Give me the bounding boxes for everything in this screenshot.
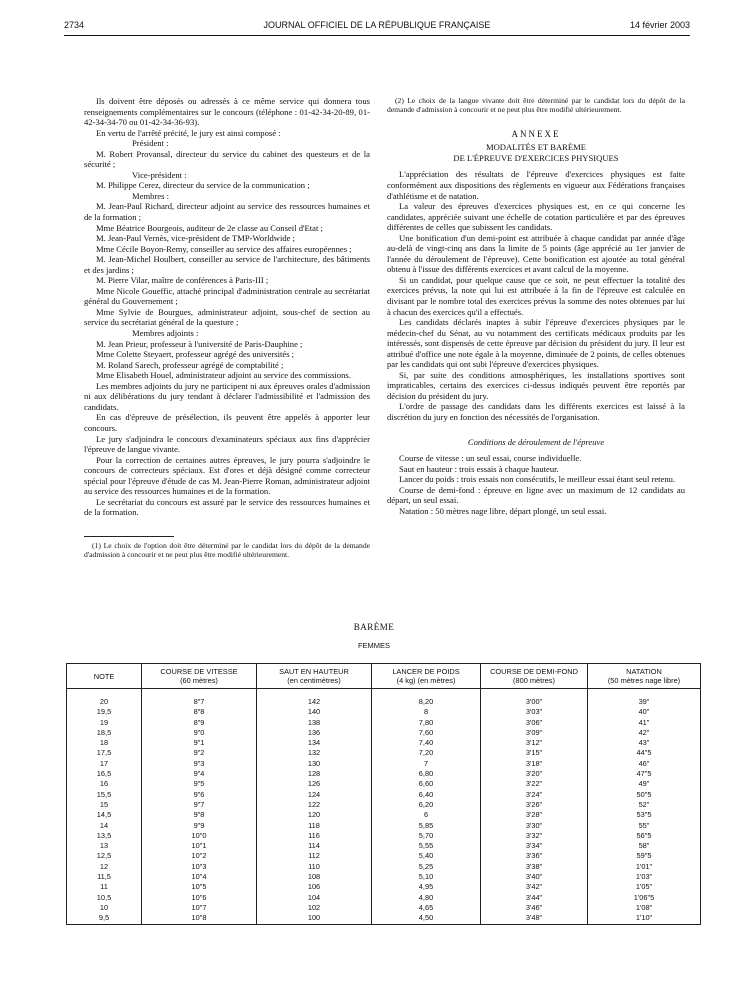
condition: Course de demi-fond : épreuve en ligne avec un maximum de 12 candidats au départ, un seul essai. [387, 484, 685, 506]
cell-poids: 5,40 [372, 851, 481, 861]
cell-hauteur: 130 [257, 759, 372, 769]
paragraph: Le jury s'adjoindra le concours d'examinateurs spéciaux aux fins d'apprécier l'épreuve de langue vivante. [84, 433, 370, 455]
cell-note: 13,5 [67, 831, 142, 841]
cell-demi-fond: 3'26" [481, 800, 588, 810]
paragraph: En vertu de l'arrêté précité, le jury est ainsi composé : [96, 127, 281, 138]
paragraph: Ils doivent être déposés ou adressés à ce même service qui donnera tous renseignements complémentaires sur le concours (téléphone : 01-42-34-20-89, 01-42-34-34-70 ou 01-42-34-36-93). [84, 96, 370, 128]
cell-natation: 41" [588, 718, 701, 728]
cell-hauteur: 120 [257, 810, 372, 820]
table-row [67, 851, 701, 861]
cell-hauteur: 132 [257, 748, 372, 758]
cell-note: 14,5 [67, 810, 142, 820]
table-row [67, 821, 701, 831]
left-column [84, 96, 370, 560]
column-header-demi-fond: COURSE DE DEMI-FOND (800 mètres) [481, 664, 588, 689]
cell-vitesse: 8"8 [142, 707, 257, 717]
page-number: 2734 [64, 20, 85, 30]
cell-poids: 4,80 [372, 893, 481, 903]
cell-natation: 39" [588, 697, 701, 707]
cell-note: 10,5 [67, 893, 142, 903]
cell-demi-fond: 3'46" [481, 903, 588, 913]
member-adjoint: M. Jean Prieur, professeur à l'université de Paris-Dauphine ; [96, 338, 303, 349]
cell-demi-fond: 3'32" [481, 831, 588, 841]
bareme-table-wrapper [66, 663, 701, 925]
paragraph: Les candidats déclarés inaptes à subir l'épreuve d'exercices physiques par le médecin-chef du Sénat, au vu notamment des certificats médicaux produits par les intéressés, sont dispensés de cette épreuve par décision du président du jury. Il leur est attribué d'office une note égale à la moyenne, diminuée de 2 points, de celles obtenues par les candidats qui ont subi l'épreuve d'exercices physiques. [387, 317, 685, 370]
cell-poids: 5,10 [372, 872, 481, 882]
cell-vitesse: 8"7 [142, 697, 257, 707]
table-row [67, 872, 701, 882]
member-adjoint: M. Roland Sarech, professeur agrégé de comptabilité ; [96, 359, 284, 370]
cell-poids: 6 [372, 810, 481, 820]
cell-vitesse: 9"0 [142, 728, 257, 738]
cell-natation: 50"5 [588, 790, 701, 800]
cell-note: 12,5 [67, 851, 142, 861]
cell-demi-fond: 3'40" [481, 872, 588, 882]
cell-poids: 5,25 [372, 862, 481, 872]
cell-natation: 53"5 [588, 810, 701, 820]
member-adjoint: Mme Elisabeth Houel, administrateur adjoint au service des commissions. [96, 370, 351, 381]
cell-natation: 55" [588, 821, 701, 831]
column-header-poids: LANCER DE POIDS (4 kg) (en mètres) [372, 664, 481, 689]
member: Mme Cécile Boyon-Remy, conseiller au service des affaires européennes ; [96, 243, 352, 254]
cell-hauteur: 112 [257, 851, 372, 861]
cell-note: 20 [67, 697, 142, 707]
cell-hauteur: 124 [257, 790, 372, 800]
cell-demi-fond: 3'09" [481, 728, 588, 738]
cell-note: 10 [67, 903, 142, 913]
cell-note: 16 [67, 779, 142, 789]
member: Mme Sylvie de Bourgues, administrateur adjoint, sous-chef de section au service du secrétariat général de la questure ; [84, 306, 370, 328]
cell-vitesse: 9"3 [142, 759, 257, 769]
condition: Saut en hauteur : trois essais à chaque hauteur. [399, 463, 559, 474]
cell-vitesse: 9"7 [142, 800, 257, 810]
cell-vitesse: 9"4 [142, 769, 257, 779]
cell-poids: 4,65 [372, 903, 481, 913]
right-column [387, 96, 685, 516]
cell-vitesse: 10"3 [142, 862, 257, 872]
table-spacer [67, 689, 701, 698]
table-row [67, 882, 701, 892]
cell-poids: 4,50 [372, 913, 481, 924]
cell-hauteur: 134 [257, 738, 372, 748]
cell-demi-fond: 3'20" [481, 769, 588, 779]
cell-poids: 6,80 [372, 769, 481, 779]
cell-note: 9,5 [67, 913, 142, 924]
cell-note: 17,5 [67, 748, 142, 758]
member: M. Jean-Paul Vernès, vice-président de TMP-Worldwide ; [96, 233, 295, 244]
cell-demi-fond: 3'30" [481, 821, 588, 831]
cell-poids: 7 [372, 759, 481, 769]
table-row [67, 800, 701, 810]
cell-poids: 5,70 [372, 831, 481, 841]
column-header-hauteur: SAUT EN HAUTEUR (en centimètres) [257, 664, 372, 689]
member: M. Jean-Michel Houlbert, conseiller au service de l'architecture, des bâtiments et des jardins ; [84, 254, 370, 275]
cell-hauteur: 122 [257, 800, 372, 810]
cell-demi-fond: 3'22" [481, 779, 588, 789]
table-row [67, 831, 701, 841]
paragraph: Si, par suite des conditions atmosphériques, les installations sportives sont impraticables, certains des exercices ci-dessus indiqués peuvent être reportés par décision du président du jury. [387, 369, 685, 401]
cell-vitesse: 9"2 [142, 748, 257, 758]
cell-vitesse: 10"6 [142, 893, 257, 903]
cell-natation: 1'10" [588, 913, 701, 924]
table-row [67, 862, 701, 872]
annex-heading: ANNEXE [511, 128, 561, 139]
cell-hauteur: 118 [257, 821, 372, 831]
cell-hauteur: 126 [257, 779, 372, 789]
footnote: (1) Le choix de l'option doit être déterminé par le candidat lors du dépôt de la demande d'admission à concourir et ne peut plus être modifié ultérieurement. [84, 540, 370, 560]
paragraph: L'appréciation des résultats de l'épreuve d'exercices physiques est faite conformément aux dispositions des règlements en vigueur aux Fédérations françaises d'athlétisme et de natation. [387, 169, 685, 201]
table-row [67, 790, 701, 800]
footnote-rule [84, 536, 174, 537]
cell-hauteur: 128 [257, 769, 372, 779]
cell-note: 16,5 [67, 769, 142, 779]
table-row [67, 810, 701, 820]
cell-natation: 59"5 [588, 851, 701, 861]
table-row [67, 748, 701, 758]
condition: Natation : 50 mètres nage libre, départ plongé, un seul essai. [399, 505, 607, 516]
table-row [67, 893, 701, 903]
column-header-vitesse: COURSE DE VITESSE (60 mètres) [142, 664, 257, 689]
condition: Lancer du poids : trois essais non consécutifs, le meilleur essai étant seul retenu. [399, 474, 676, 485]
cell-note: 15 [67, 800, 142, 810]
cell-natation: 1'08" [588, 903, 701, 913]
cell-poids: 8,20 [372, 697, 481, 707]
paragraph: Les membres adjoints du jury ne participent ni aux épreuves orales d'admission ni aux délibérations du jury tendant à déclarer l'admissibilité et l'admission des candidats. [84, 380, 370, 412]
paragraph: La valeur des épreuves d'exercices physiques est, en ce qui concerne les candidates, appréciée suivant une échelle de cotation particulière et par des épreuves différentes de celles que subissent les candidats. [387, 201, 685, 233]
cell-hauteur: 140 [257, 707, 372, 717]
cell-note: 18 [67, 738, 142, 748]
cell-poids: 7,60 [372, 728, 481, 738]
cell-hauteur: 110 [257, 862, 372, 872]
footnote: (2) Le choix de la langue vivante doit être déterminé par le candidat lors du dépôt de la demande d'admission à concourir et ne peut plus être modifié ultérieurement. [387, 96, 685, 115]
table-row [67, 707, 701, 717]
cell-poids: 7,40 [372, 738, 481, 748]
cell-demi-fond: 3'44" [481, 893, 588, 903]
table-row [67, 913, 701, 924]
cell-hauteur: 136 [257, 728, 372, 738]
cell-hauteur: 102 [257, 903, 372, 913]
cell-natation: 58" [588, 841, 701, 851]
cell-natation: 1'05" [588, 882, 701, 892]
cell-demi-fond: 3'06" [481, 718, 588, 728]
cell-poids: 7,80 [372, 718, 481, 728]
table-row [67, 728, 701, 738]
cell-demi-fond: 3'03" [481, 707, 588, 717]
member: M. Jean-Paul Richard, directeur adjoint au service des ressources humaines et de la formation ; [84, 201, 370, 223]
table-row [67, 718, 701, 728]
vice-president-label: Vice-président : [132, 169, 187, 180]
annex-title: DE L'ÉPREUVE D'EXERCICES PHYSIQUES [453, 152, 619, 163]
cell-hauteur: 100 [257, 913, 372, 924]
cell-demi-fond: 3'48" [481, 913, 588, 924]
cell-vitesse: 10"7 [142, 903, 257, 913]
conditions-heading: Conditions de déroulement de l'épreuve [467, 436, 605, 447]
cell-vitesse: 10"5 [142, 882, 257, 892]
cell-poids: 4,95 [372, 882, 481, 892]
membres-label: Membres : [132, 190, 169, 201]
cell-natation: 1'01" [588, 862, 701, 872]
cell-natation: 40" [588, 707, 701, 717]
cell-natation: 56"5 [588, 831, 701, 841]
cell-hauteur: 116 [257, 831, 372, 841]
member-adjoint: Mme Colette Steyaert, professeur agrégé des universités ; [96, 349, 295, 360]
cell-natation: 42" [588, 728, 701, 738]
cell-hauteur: 142 [257, 697, 372, 707]
cell-demi-fond: 3'24" [481, 790, 588, 800]
condition: Course de vitesse : un seul essai, course individuelle. [399, 453, 582, 464]
paragraph: Pour la correction de certaines autres épreuves, le jury pourra s'adjoindre le concours de correcteurs spéciaux. Est d'ores et déjà désigné comme correcteur spécial pour l'épreuve d'étude de cas M. Jean-Pierre Roman, administrateur adjoint au service des ressources humaines et de la formation. [84, 454, 370, 497]
cell-note: 13 [67, 841, 142, 851]
cell-note: 17 [67, 759, 142, 769]
cell-natation: 49" [588, 779, 701, 789]
issue-date: 14 février 2003 [629, 20, 690, 30]
cell-natation: 46" [588, 759, 701, 769]
cell-vitesse: 10"1 [142, 841, 257, 851]
page-header [64, 20, 690, 34]
annex-title: MODALITÉS ET BARÈME [485, 142, 587, 153]
table-row [67, 779, 701, 789]
cell-vitesse: 10"0 [142, 831, 257, 841]
cell-vitesse: 9"9 [142, 821, 257, 831]
cell-note: 12 [67, 862, 142, 872]
cell-vitesse: 10"2 [142, 851, 257, 861]
cell-natation: 44"5 [588, 748, 701, 758]
bareme-table-body [67, 689, 701, 925]
table-row [67, 841, 701, 851]
cell-demi-fond: 3'36" [481, 851, 588, 861]
journal-title: JOURNAL OFFICIEL DE LA RÉPUBLIQUE FRANÇAISE [263, 20, 491, 30]
cell-natation: 52" [588, 800, 701, 810]
paragraph: Le secrétariat du concours est assuré par le service des ressources humaines et de la formation. [84, 496, 370, 518]
cell-natation: 47"5 [588, 769, 701, 779]
cell-hauteur: 114 [257, 841, 372, 851]
cell-vitesse: 9"8 [142, 810, 257, 820]
vice-president: M. Philippe Cerez, directeur du service de la communication ; [96, 180, 310, 191]
cell-natation: 1'03" [588, 872, 701, 882]
cell-hauteur: 108 [257, 872, 372, 882]
header-rule [64, 35, 690, 36]
cell-note: 18,5 [67, 728, 142, 738]
cell-demi-fond: 3'42" [481, 882, 588, 892]
column-header-note: NOTE [67, 664, 142, 689]
president-label: Président : [132, 138, 169, 149]
paragraph: L'ordre de passage des candidats dans les différents exercices est laissé à la discrétion du jury en fonction des nécessités de l'organisation. [387, 401, 685, 423]
member: Mme Béatrice Bourgeois, auditeur de 2e classe au Conseil d'Etat ; [96, 222, 323, 233]
cell-vitesse: 9"1 [142, 738, 257, 748]
cell-note: 15,5 [67, 790, 142, 800]
member: M. Pierre Vilar, maître de conférences à Paris-III ; [96, 275, 269, 286]
cell-demi-fond: 3'18" [481, 759, 588, 769]
bareme-title: BARÈME [353, 622, 395, 632]
cell-vitesse: 8"9 [142, 718, 257, 728]
cell-poids: 7,20 [372, 748, 481, 758]
paragraph: Une bonification d'un demi-point est attribuée à chaque candidat par année d'âge au-delà de vingt-cinq ans dans la limite de 5 points (âge apprécié au 1er janvier de l'année du déroulement de l'épreuve). Cette bonification est ajoutée au total général obtenu à l'issue des différents exercices et avant calcul de la moyenne. [387, 232, 685, 275]
membres-adjoints-label: Membres adjoints : [132, 328, 199, 339]
cell-natation: 1'06"5 [588, 893, 701, 903]
cell-note: 11,5 [67, 872, 142, 882]
bareme-table [66, 663, 701, 925]
cell-vitesse: 10"8 [142, 913, 257, 924]
cell-vitesse: 10"4 [142, 872, 257, 882]
cell-vitesse: 9"6 [142, 790, 257, 800]
paragraph: Si un candidat, pour quelque cause que ce soit, ne peut effectuer la totalité des exercices prévus, la note qui lui est attribuée à la fin de l'épreuve est calculée en divisant par le nombre total des exercices prévus la somme des notes obtenues par lui à chacun des exercices qu'il a effectués. [387, 274, 685, 317]
member: Mme Nicole Goueffic, attaché principal d'administration centrale au secrétariat général du Gouvernement ; [84, 285, 370, 307]
table-row [67, 738, 701, 748]
cell-hauteur: 104 [257, 893, 372, 903]
cell-poids: 5,55 [372, 841, 481, 851]
bareme-subtitle: FEMMES [357, 641, 391, 650]
president: M. Robert Provansal, directeur du service du cabinet des questeurs et de la sécurité ; [84, 148, 370, 170]
cell-demi-fond: 3'00" [481, 697, 588, 707]
table-header-row [67, 664, 701, 689]
cell-demi-fond: 3'28" [481, 810, 588, 820]
cell-hauteur: 106 [257, 882, 372, 892]
cell-note: 19 [67, 718, 142, 728]
cell-poids: 8 [372, 707, 481, 717]
table-row [67, 697, 701, 707]
cell-poids: 5,85 [372, 821, 481, 831]
table-row [67, 903, 701, 913]
cell-demi-fond: 3'12" [481, 738, 588, 748]
cell-demi-fond: 3'34" [481, 841, 588, 851]
cell-poids: 6,40 [372, 790, 481, 800]
table-row [67, 769, 701, 779]
cell-poids: 6,60 [372, 779, 481, 789]
column-header-natation: NATATION (50 mètres nage libre) [588, 664, 701, 689]
table-row [67, 759, 701, 769]
cell-demi-fond: 3'38" [481, 862, 588, 872]
cell-hauteur: 138 [257, 718, 372, 728]
cell-demi-fond: 3'15" [481, 748, 588, 758]
cell-natation: 43" [588, 738, 701, 748]
cell-note: 19,5 [67, 707, 142, 717]
cell-note: 14 [67, 821, 142, 831]
paragraph: En cas d'épreuve de présélection, ils peuvent être appelés à apporter leur concours. [84, 412, 370, 433]
cell-poids: 6,20 [372, 800, 481, 810]
cell-note: 11 [67, 882, 142, 892]
cell-vitesse: 9"5 [142, 779, 257, 789]
